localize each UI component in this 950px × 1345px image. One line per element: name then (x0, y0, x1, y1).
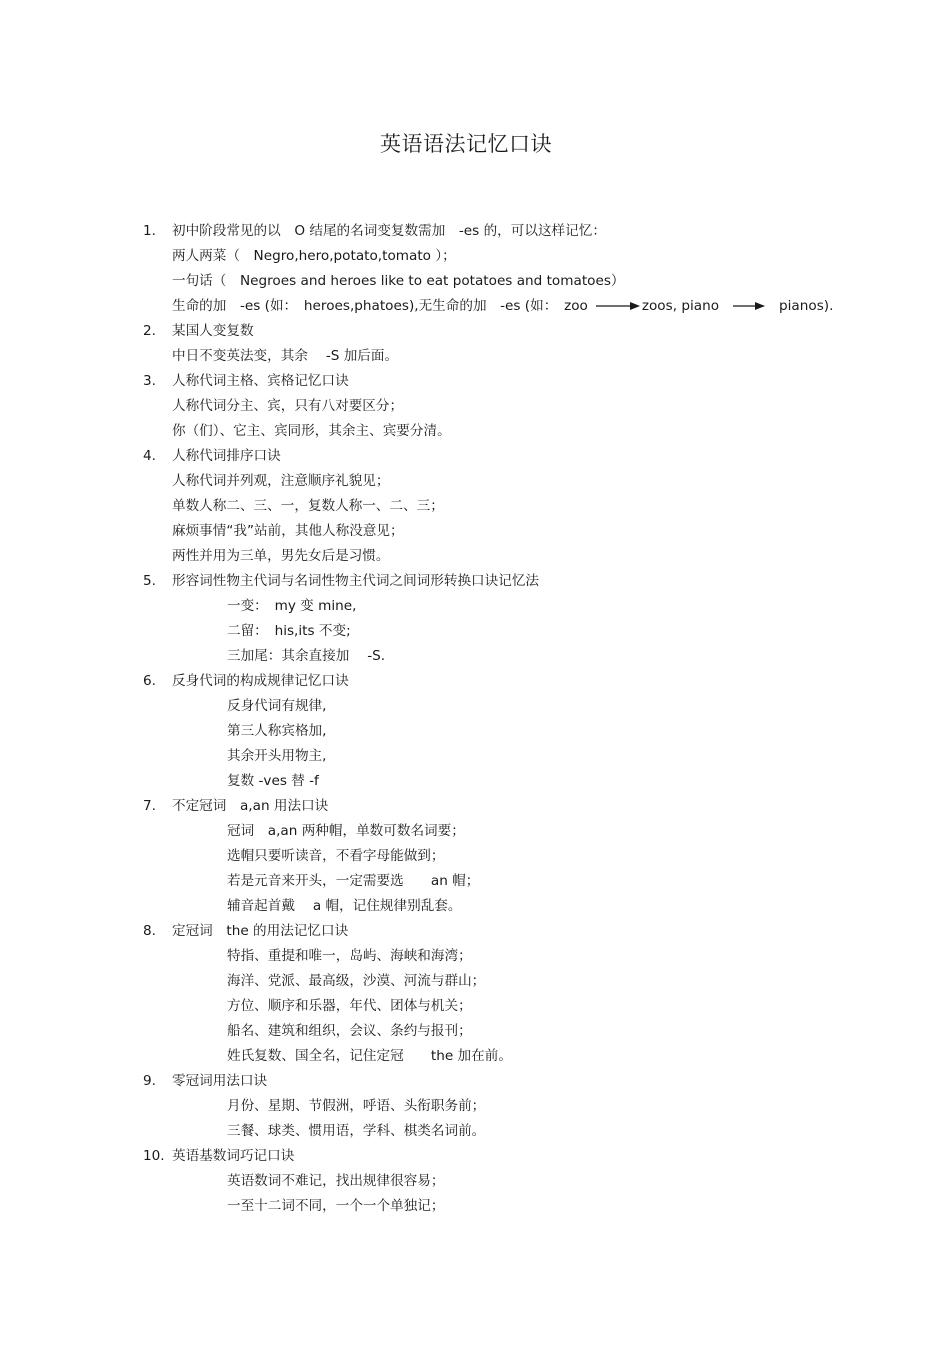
line-text: pianos). (779, 298, 834, 314)
section-line: 单数人称二、三、一，复数人称一、二、三； (172, 498, 444, 514)
section-line: 麻烦事情“我”站前，其他人称没意见； (172, 523, 404, 539)
section-line: 第三人称宾格加, (227, 723, 327, 739)
section-line: 若是元音来开头，一定需要选 an 帽； (227, 873, 480, 889)
section-number: 8. (143, 923, 156, 939)
section-9 (0, 1069, 950, 1144)
section-line: 海洋、党派、最高级，沙漠、河流与群山； (227, 973, 486, 989)
section-line: 三加尾：其余直接加 -S. (227, 648, 386, 664)
section-line: 辅音起首戴 a 帽，记住规律别乱套。 (227, 898, 462, 914)
section-number: 7. (143, 798, 156, 814)
section-2 (0, 319, 950, 369)
section-line: 两人两菜（ Negro,hero,potato,tomato ）； (172, 248, 456, 264)
section-heading: 反身代词的构成规律记忆口诀 (172, 673, 349, 689)
section-number: 1. (143, 223, 156, 239)
section-number: 4. (143, 448, 156, 464)
section-line: 月份、星期、节假洲，呼语、头衔职务前； (227, 1098, 486, 1114)
section-line: 一变： my 变 mine, (227, 598, 357, 614)
section-heading: 人称代词主格、宾格记忆口诀 (172, 373, 349, 389)
section-heading: 不定冠词 a,an 用法口诀 (172, 798, 329, 814)
right-arrow-icon (596, 301, 640, 311)
section-line: 反身代词有规律, (227, 698, 327, 714)
section-line: 其余开头用物主, (227, 748, 327, 764)
section-number: 9. (143, 1073, 156, 1089)
section-heading: 初中阶段常见的以 O 结尾的名词变复数需加 -es 的，可以这样记忆： (172, 223, 606, 239)
section-line: 一句话（ Negroes and heroes like to eat potatoes and tomatoes） (172, 273, 625, 289)
section-line: 船名、建筑和组织，会议、条约与报刊； (227, 1023, 472, 1039)
section-line: 一至十二词不同，一个一个单独记； (227, 1198, 445, 1214)
section-number: 6. (143, 673, 156, 689)
section-line: 方位、顺序和乐器，年代、团体与机关； (227, 998, 472, 1014)
section-number: 3. (143, 373, 156, 389)
section-heading: 英语基数词巧记口诀 (172, 1148, 295, 1164)
section-line: 人称代词并列观，注意顺序礼貌见； (172, 473, 390, 489)
section-line: 姓氏复数、国全名，记住定冠 the 加在前。 (227, 1048, 512, 1064)
section-number: 2. (143, 323, 156, 339)
section-line: 两性并用为三单，男先女后是习惯。 (172, 548, 390, 564)
section-heading: 某国人变复数 (172, 323, 254, 339)
section-line: 特指、重提和唯一，岛屿、海峡和海湾； (227, 948, 472, 964)
section-6 (0, 669, 950, 794)
section-5 (0, 569, 950, 669)
section-line: 二留： his,its 不变; (227, 623, 351, 639)
section-4 (0, 444, 950, 569)
line-text: 生命的加 -es (如： heroes,phatoes),无生命的加 -es (如： zoo (172, 298, 588, 314)
section-line: 冠词 a,an 两种帽，单数可数名词要； (227, 823, 465, 839)
section-heading: 零冠词用法口诀 (172, 1073, 268, 1089)
section-line: 人称代词分主、宾，只有八对要区分； (172, 398, 404, 414)
section-heading: 定冠词 the 的用法记忆口诀 (172, 923, 349, 939)
section-line: 你（们）、它主、宾同形，其余主、宾要分清。 (172, 423, 451, 439)
right-arrow-icon (733, 301, 765, 311)
section-3 (0, 369, 950, 444)
section-line: 三餐、球类、惯用语，学科、棋类名词前。 (227, 1123, 486, 1139)
section-number: 5. (143, 573, 156, 589)
section-8 (0, 919, 950, 1069)
section-line: 选帽只要听读音，不看字母能做到； (227, 848, 445, 864)
section-heading: 人称代词排序口诀 (172, 448, 281, 464)
section-10 (0, 1144, 950, 1219)
section-1 (0, 219, 950, 319)
section-heading: 形容词性物主代词与名词性物主代词之间词形转换口诀记忆法 (172, 573, 540, 589)
section-number: 10. (143, 1148, 165, 1164)
document-title: 英语语法记忆口诀 (380, 132, 552, 156)
section-line: 中日不变英法变，其余 -S 加后面。 (172, 348, 399, 364)
section-line-arrows (0, 294, 950, 319)
section-line: 英语数词不难记，找出规律很容易； (227, 1173, 445, 1189)
document-body (0, 219, 950, 1219)
line-text: zoos, piano (641, 298, 720, 314)
section-line: 复数 -ves 替 -f (227, 773, 319, 789)
section-7 (0, 794, 950, 919)
